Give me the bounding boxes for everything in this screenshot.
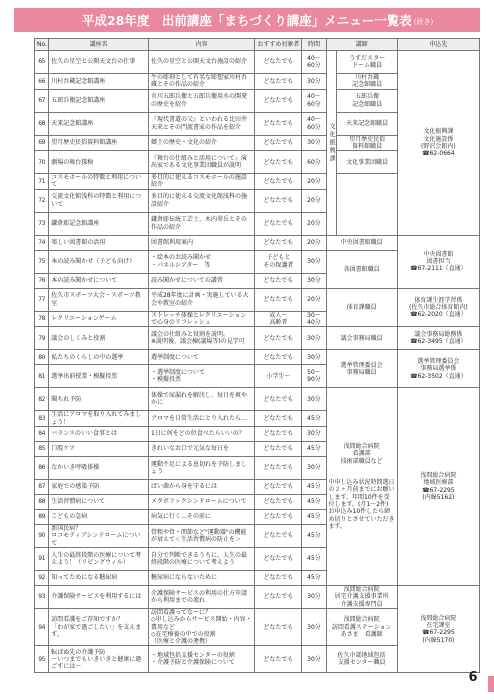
course-name: 五郎兵衛記念館講座	[49, 89, 149, 112]
row-number: 77	[35, 288, 49, 311]
header-content: 内容	[148, 39, 254, 51]
row-number: 66	[35, 74, 49, 90]
row-number: 76	[35, 273, 49, 288]
row-number: 88	[35, 494, 49, 509]
course-time: 45分	[302, 570, 326, 585]
course-content: 多目的に使えるコスモホールの施設紹介	[148, 174, 254, 190]
course-content: 選挙制度について	[148, 350, 254, 365]
course-time: 30分	[302, 350, 326, 365]
course-lecturer: 浅間総合病院 訪問看護ステーション あさま 看護師	[326, 608, 397, 645]
course-name: 鎌倉彫記念館講座	[49, 212, 149, 235]
course-name: 佐久の星空と公開天文台の仕事	[49, 51, 149, 74]
course-time: 30分	[302, 388, 326, 411]
course-content: 介護保険サービスの利用の仕方申請から利用までの流れ	[148, 585, 254, 608]
page-number: 6	[468, 670, 478, 685]
course-content: きれいなお口で元気な毎日を	[148, 441, 254, 456]
row-number: 74	[35, 235, 49, 250]
course-content: 議会の仕組みと役割を説明。 ※説明後、議会棟(議場等)の見学可	[148, 327, 254, 350]
header-time: 時間	[302, 39, 326, 51]
course-time: 40～60分	[302, 112, 326, 135]
course-time: 45分	[302, 524, 326, 547]
course-content: ・絵本のお読み聞かせ ・パネルシアター 等	[148, 250, 254, 273]
course-target: どなたでも	[255, 135, 302, 151]
row-number: 82	[35, 388, 49, 411]
header-contact: 申込先	[397, 39, 479, 51]
course-name: 生活にアロマを取り入れてみましょう！	[49, 411, 149, 427]
course-name: 私たちのくらしの中の選挙	[49, 350, 149, 365]
course-content: 平成28年度に計画・実施している大会や教室の紹介	[148, 288, 254, 311]
course-lecturer	[337, 174, 397, 236]
course-target: どなたでも	[255, 212, 302, 235]
header-target: おすすめ対象者	[255, 39, 302, 51]
course-content: 病気に行く…その前に	[148, 509, 254, 524]
course-name: 佐久市スポーツ大会・スポーツ教室	[49, 288, 149, 311]
course-lecturer: 天来記念館職員	[337, 112, 397, 135]
course-target: どなたでも	[255, 151, 302, 174]
course-target: どなたでも	[255, 89, 302, 112]
course-target: どなたでも	[255, 288, 302, 311]
course-contact: 浅間総合病院 地域医療部 ☎67-2295 (内線5162)	[397, 388, 479, 586]
course-time: 60分	[302, 151, 326, 174]
course-name: 聞ちれ予防	[49, 388, 149, 411]
course-time: 20分	[302, 212, 326, 235]
course-name: 介護保険サービスを利用するには	[49, 585, 149, 608]
course-name: 議会のしくみと役割	[49, 327, 149, 350]
course-target: どなたでも	[255, 441, 302, 456]
course-target: どなたでも	[255, 411, 302, 427]
course-time: 45分	[302, 509, 326, 524]
course-time: 30分	[302, 585, 326, 608]
course-time: 30～40分	[302, 311, 326, 327]
course-target: どなたでも	[255, 426, 302, 441]
course-name: 川村吾蔵記念館講座	[49, 74, 149, 90]
course-target: 成人～ 高齢者	[255, 311, 302, 327]
course-time: 30分	[302, 646, 326, 673]
header-name: 講座名	[49, 39, 149, 51]
course-target: どなたでも	[255, 646, 302, 673]
row-number: 87	[35, 479, 49, 494]
course-target: どなたでも	[255, 494, 302, 509]
course-time: 20分	[302, 174, 326, 190]
row-number: 65	[35, 51, 49, 74]
course-time: 45分	[302, 441, 326, 456]
course-lecturer: 各図書館職員	[326, 250, 397, 288]
course-name: バランスのいい食事とは	[49, 426, 149, 441]
course-content: 牛の彫刻として有名な彫塑家川村吾蔵とその作品の紹介	[148, 74, 254, 90]
course-target: どなたでも	[255, 174, 302, 190]
course-target: どなたでも	[255, 388, 302, 411]
course-content: 『舞台の仕組みと活用について』演出家である文化事業団職員が説明	[148, 151, 254, 174]
row-number: 73	[35, 212, 49, 235]
course-time: 30分	[302, 426, 326, 441]
row-number: 86	[35, 456, 49, 479]
table-row	[35, 51, 480, 74]
row-number: 75	[35, 250, 49, 273]
course-content: 訪問看護ってなーに？ ◇申し込みからサービス開始・内容・費用など ◇在宅療養の中での役割 （医療と介護の連携）	[148, 608, 254, 645]
course-content: ・選挙制度について ・模擬投票	[148, 365, 254, 388]
course-content: 市川五郎兵衛と五郎兵衛用水の開発の歴史を紹介	[148, 89, 254, 112]
course-target: どなたでも	[255, 456, 302, 479]
course-contact: 選挙管理委員会 事務局選挙係 ☎62-3502（直通）	[397, 350, 479, 388]
course-name: こどもの急病	[49, 509, 149, 524]
course-target: どなたでも	[255, 327, 302, 350]
course-target: どなたでも	[255, 112, 302, 135]
course-time: 20分	[302, 288, 326, 311]
course-target: どなたでも	[255, 608, 302, 645]
course-lecturer: 望月歴史民俗 資料館職員	[337, 135, 397, 151]
table-row	[35, 388, 480, 411]
page-title: 平成28年度 出前講座「まちづくり講座」メニュー一覧表	[82, 13, 412, 28]
row-number: 95	[35, 646, 49, 673]
row-number: 78	[35, 311, 49, 327]
table-row	[35, 350, 480, 365]
course-time: 20分	[302, 189, 326, 212]
course-time: 30分	[302, 608, 326, 645]
course-time: 45分	[302, 411, 326, 427]
lecturer-group-label: 文化振興課	[326, 51, 337, 236]
course-time: 30分	[302, 273, 326, 288]
course-name: 家庭での感染予防	[49, 479, 149, 494]
title-suffix: (続き)	[413, 18, 434, 26]
course-name: レクリエーションゲーム	[49, 311, 149, 327]
course-contact: 中央図書館 図書担当 ☎67-2111（直通）	[397, 235, 479, 288]
table-row	[35, 585, 480, 608]
course-name: 人生の最終段階の医療について考えよう！（リビングウィル）	[49, 547, 149, 570]
course-content: 郷土の歴史・文化の紹介	[148, 135, 254, 151]
corner-accent-mark	[488, 676, 494, 692]
course-name: 知ってためになる糖尿病	[49, 570, 149, 585]
course-lecturer: 浅間総合病院 居宅介護支援事業所 介護支援専門員	[326, 585, 397, 608]
booking-note: 中申し込み状況時間選日の２ヶ月前までにお願いします。年間10件を受付します。(月1～2件) お申込み10件したら締め切りとさせていただきます。	[328, 479, 395, 530]
course-name: 本の読み聞かせ（子ども向け）	[49, 250, 149, 273]
course-content: 骨粗や骨・関節など"運動器"の機能が衰えて＜生活習慣病の防止を＞	[148, 524, 254, 547]
course-target: どなたでも	[255, 547, 302, 570]
course-content: 自分で判断できるうちに、人生の最終段階の医療について考えよう	[148, 547, 254, 570]
course-target: どなたでも	[255, 570, 302, 585]
course-lecturer: 選挙管理委員会 事務局職員	[326, 350, 397, 388]
course-content: 体操で尿漏れを解決し、毎日を爽やかに	[148, 388, 254, 411]
course-contact: 体育課生涯学習係 (佐久市総合体育館内) ☎62-2020（直通）	[397, 288, 479, 327]
course-time: 50～90分	[302, 365, 326, 388]
course-content: ばい菌から身を守るには	[148, 479, 254, 494]
course-name: 生活習慣病について	[49, 494, 149, 509]
table-row	[35, 288, 480, 311]
course-time: 30分	[302, 74, 326, 90]
course-content: 運動不足による息切れを予防しましょう	[148, 456, 254, 479]
row-number: 80	[35, 350, 49, 365]
course-time: 30分	[302, 327, 326, 350]
row-number: 90	[35, 524, 49, 547]
course-content: 『現代書道の父』といわれる比田井天来とその門流書家の作品を紹介	[148, 112, 254, 135]
course-lecturer: 議会事務局職員	[326, 327, 397, 350]
table-row	[35, 327, 480, 350]
course-target: 小学生～	[255, 365, 302, 388]
row-number: 71	[35, 174, 49, 190]
course-name: 天来記念館講座	[49, 112, 149, 135]
course-target: どなたでも	[255, 479, 302, 494]
course-content: メタボリックシンドロームについて	[148, 494, 254, 509]
course-target: どなたでも	[255, 585, 302, 608]
course-name: 交流文化館浅科の特徴と利用について	[49, 189, 149, 212]
row-number: 83	[35, 411, 49, 427]
table-row	[35, 235, 480, 250]
row-number: 79	[35, 327, 49, 350]
row-number: 69	[35, 135, 49, 151]
row-number: 68	[35, 112, 49, 135]
row-number: 94	[35, 608, 49, 645]
course-time: 40～60分	[302, 89, 326, 112]
course-lecturer: 浅間総合病院 看護部 技術部職員など 中申し込み状況時間選日の２ヶ月前までにお願いします。年間10件を受付します。(月1～2件) お申込み10件したら締め切りとさせていただきます。	[326, 388, 397, 586]
course-content: 多目的に使える交流文化館浅科の施設紹介	[148, 189, 254, 212]
row-number: 85	[35, 441, 49, 456]
course-name: 選挙出前授業・模擬投票	[49, 365, 149, 388]
course-content: 図書館利用案内	[148, 235, 254, 250]
course-target: どなたでも	[255, 189, 302, 212]
row-number: 89	[35, 509, 49, 524]
table-header-row	[35, 39, 480, 51]
course-content: 佐久の星空と公開天文台施設の紹介	[148, 51, 254, 74]
course-content: 1日に何をどの位食べたらいいの？	[148, 426, 254, 441]
course-target: どなたでも	[255, 235, 302, 250]
course-name: 望月歴史民俗資料館講座	[49, 135, 149, 151]
course-time: 45分	[302, 547, 326, 570]
course-name: 訪問看護をご存知ですか？ 「わが家で過ごしたい」を支えます。	[49, 608, 149, 645]
course-time: 30分	[302, 456, 326, 479]
row-number: 72	[35, 189, 49, 212]
course-content: 糖尿病にならないために	[148, 570, 254, 585]
row-number: 70	[35, 151, 49, 174]
row-number: 91	[35, 547, 49, 570]
course-name: 劇場の舞台探検	[49, 151, 149, 174]
course-target: どなたでも	[255, 350, 302, 365]
course-contact: 文化振興課 文化施設係 (野沢会館内) ☎62-0664	[397, 51, 479, 236]
course-name: 転ばぬ先の介護予防 ～いつまでもいきいきと健康に過ごすには～	[49, 646, 149, 673]
course-content: アロマを日常生活にとり入れたら…	[148, 411, 254, 427]
course-time: 30分	[302, 135, 326, 151]
course-lecturer: うすだスター ドーム職員	[337, 51, 397, 74]
course-lecturer: 文化事業団職員	[337, 151, 397, 174]
course-content: ・地域包括支援センターの役割 ・介護予防と介護保険について	[148, 646, 254, 673]
course-time: 30分	[302, 250, 326, 273]
course-table	[34, 38, 480, 673]
course-target: どなたでも	[255, 273, 302, 288]
course-lecturer: 体育課職員	[326, 288, 397, 327]
course-time: 40～60分	[302, 51, 326, 74]
course-name: 本の読み聞かせについて	[49, 273, 149, 288]
course-time: 20分	[302, 235, 326, 250]
course-time: 45分	[302, 479, 326, 494]
course-target: どなたでも	[255, 509, 302, 524]
course-name: コスモホールの特徴と利用について	[49, 174, 149, 190]
row-number: 67	[35, 89, 49, 112]
course-name: なかいき呼吸体操	[49, 456, 149, 479]
header-lecturer: 講師	[326, 39, 397, 51]
header-no: No.	[35, 39, 49, 51]
course-time: 45分	[302, 494, 326, 509]
course-lecturer: 川村吾蔵 記念館職員	[337, 74, 397, 90]
row-number: 84	[35, 426, 49, 441]
course-lecturer: 中央図書館職員	[326, 235, 397, 250]
course-name: 楽しい図書館の活用	[49, 235, 149, 250]
course-lecturer: 五郎兵衛 記念館職員	[337, 89, 397, 112]
course-name: 口腔ケア	[49, 441, 149, 456]
course-target: どなたでも	[255, 74, 302, 90]
course-target: どなたでも	[255, 524, 302, 547]
course-contact: 議会事務局総務係 ☎62-3495（直通）	[397, 327, 479, 350]
course-name: 新国民病？ ロコモティブシンドロームについて	[49, 524, 149, 547]
course-content: 読み聞かせについての講習	[148, 273, 254, 288]
course-lecturer: 佐久中部地域包括 支援センター職員	[326, 646, 397, 673]
row-number: 81	[35, 365, 49, 388]
course-target: 子どもと その保護者	[255, 250, 302, 273]
row-number: 93	[35, 585, 49, 608]
course-content: 鎌倉彫伝統工芸士、木内翠岳とその作品の紹介	[148, 212, 254, 235]
course-target: どなたでも	[255, 51, 302, 74]
page-title-bar	[14, 8, 480, 32]
course-content: ストレッチ体操とレクリエーションで心身のリフレッシュ	[148, 311, 254, 327]
row-number: 92	[35, 570, 49, 585]
course-contact: 浅間総合病院 在宅課室 ☎67-2295 (内線5170)	[397, 585, 479, 672]
